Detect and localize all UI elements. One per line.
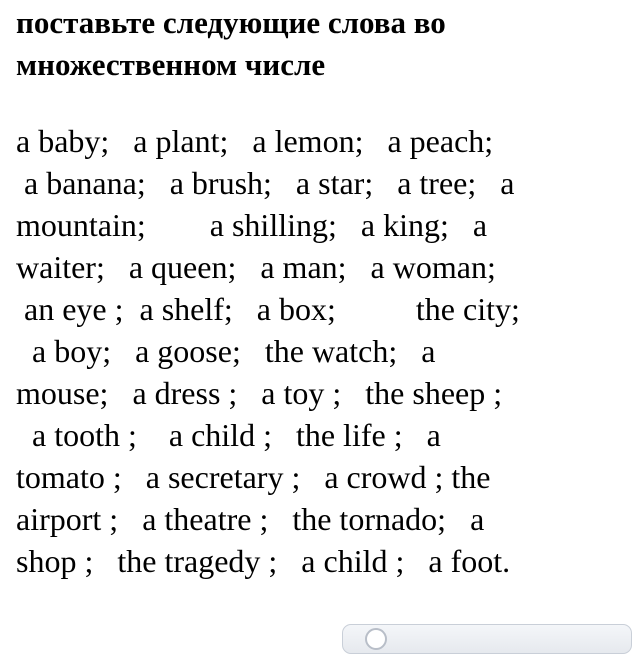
word-list [16, 120, 631, 582]
heading-line: множественном числе [16, 47, 326, 82]
word-list-line: an eye ; a shelf; a box; the city; [16, 291, 520, 327]
word-list-line: airport ; a theatre ; the tornado; a [16, 501, 485, 537]
word-list-line: a banana; a brush; a star; a tree; a [16, 165, 515, 201]
word-list-line: mountain; a shilling; a king; a [16, 207, 488, 243]
word-list-line: a boy; a goose; the watch; a [16, 333, 436, 369]
heading-line: поставьте следующие слова во [16, 5, 446, 40]
word-list-line: waiter; a queen; a man; a woman; [16, 249, 496, 285]
toolbar-knob-icon[interactable] [365, 628, 387, 650]
task-heading [16, 2, 626, 86]
word-list-line: a tooth ; a child ; the life ; a [16, 417, 441, 453]
word-list-line: shop ; the tragedy ; a child ; a foot. [16, 543, 511, 579]
bottom-toolbar-edge[interactable] [342, 624, 632, 654]
word-list-line: mouse; a dress ; a toy ; the sheep ; [16, 375, 503, 411]
word-list-line: a baby; a plant; a lemon; a peach; [16, 123, 494, 159]
word-list-line: tomato ; a secretary ; a crowd ; the [16, 459, 491, 495]
